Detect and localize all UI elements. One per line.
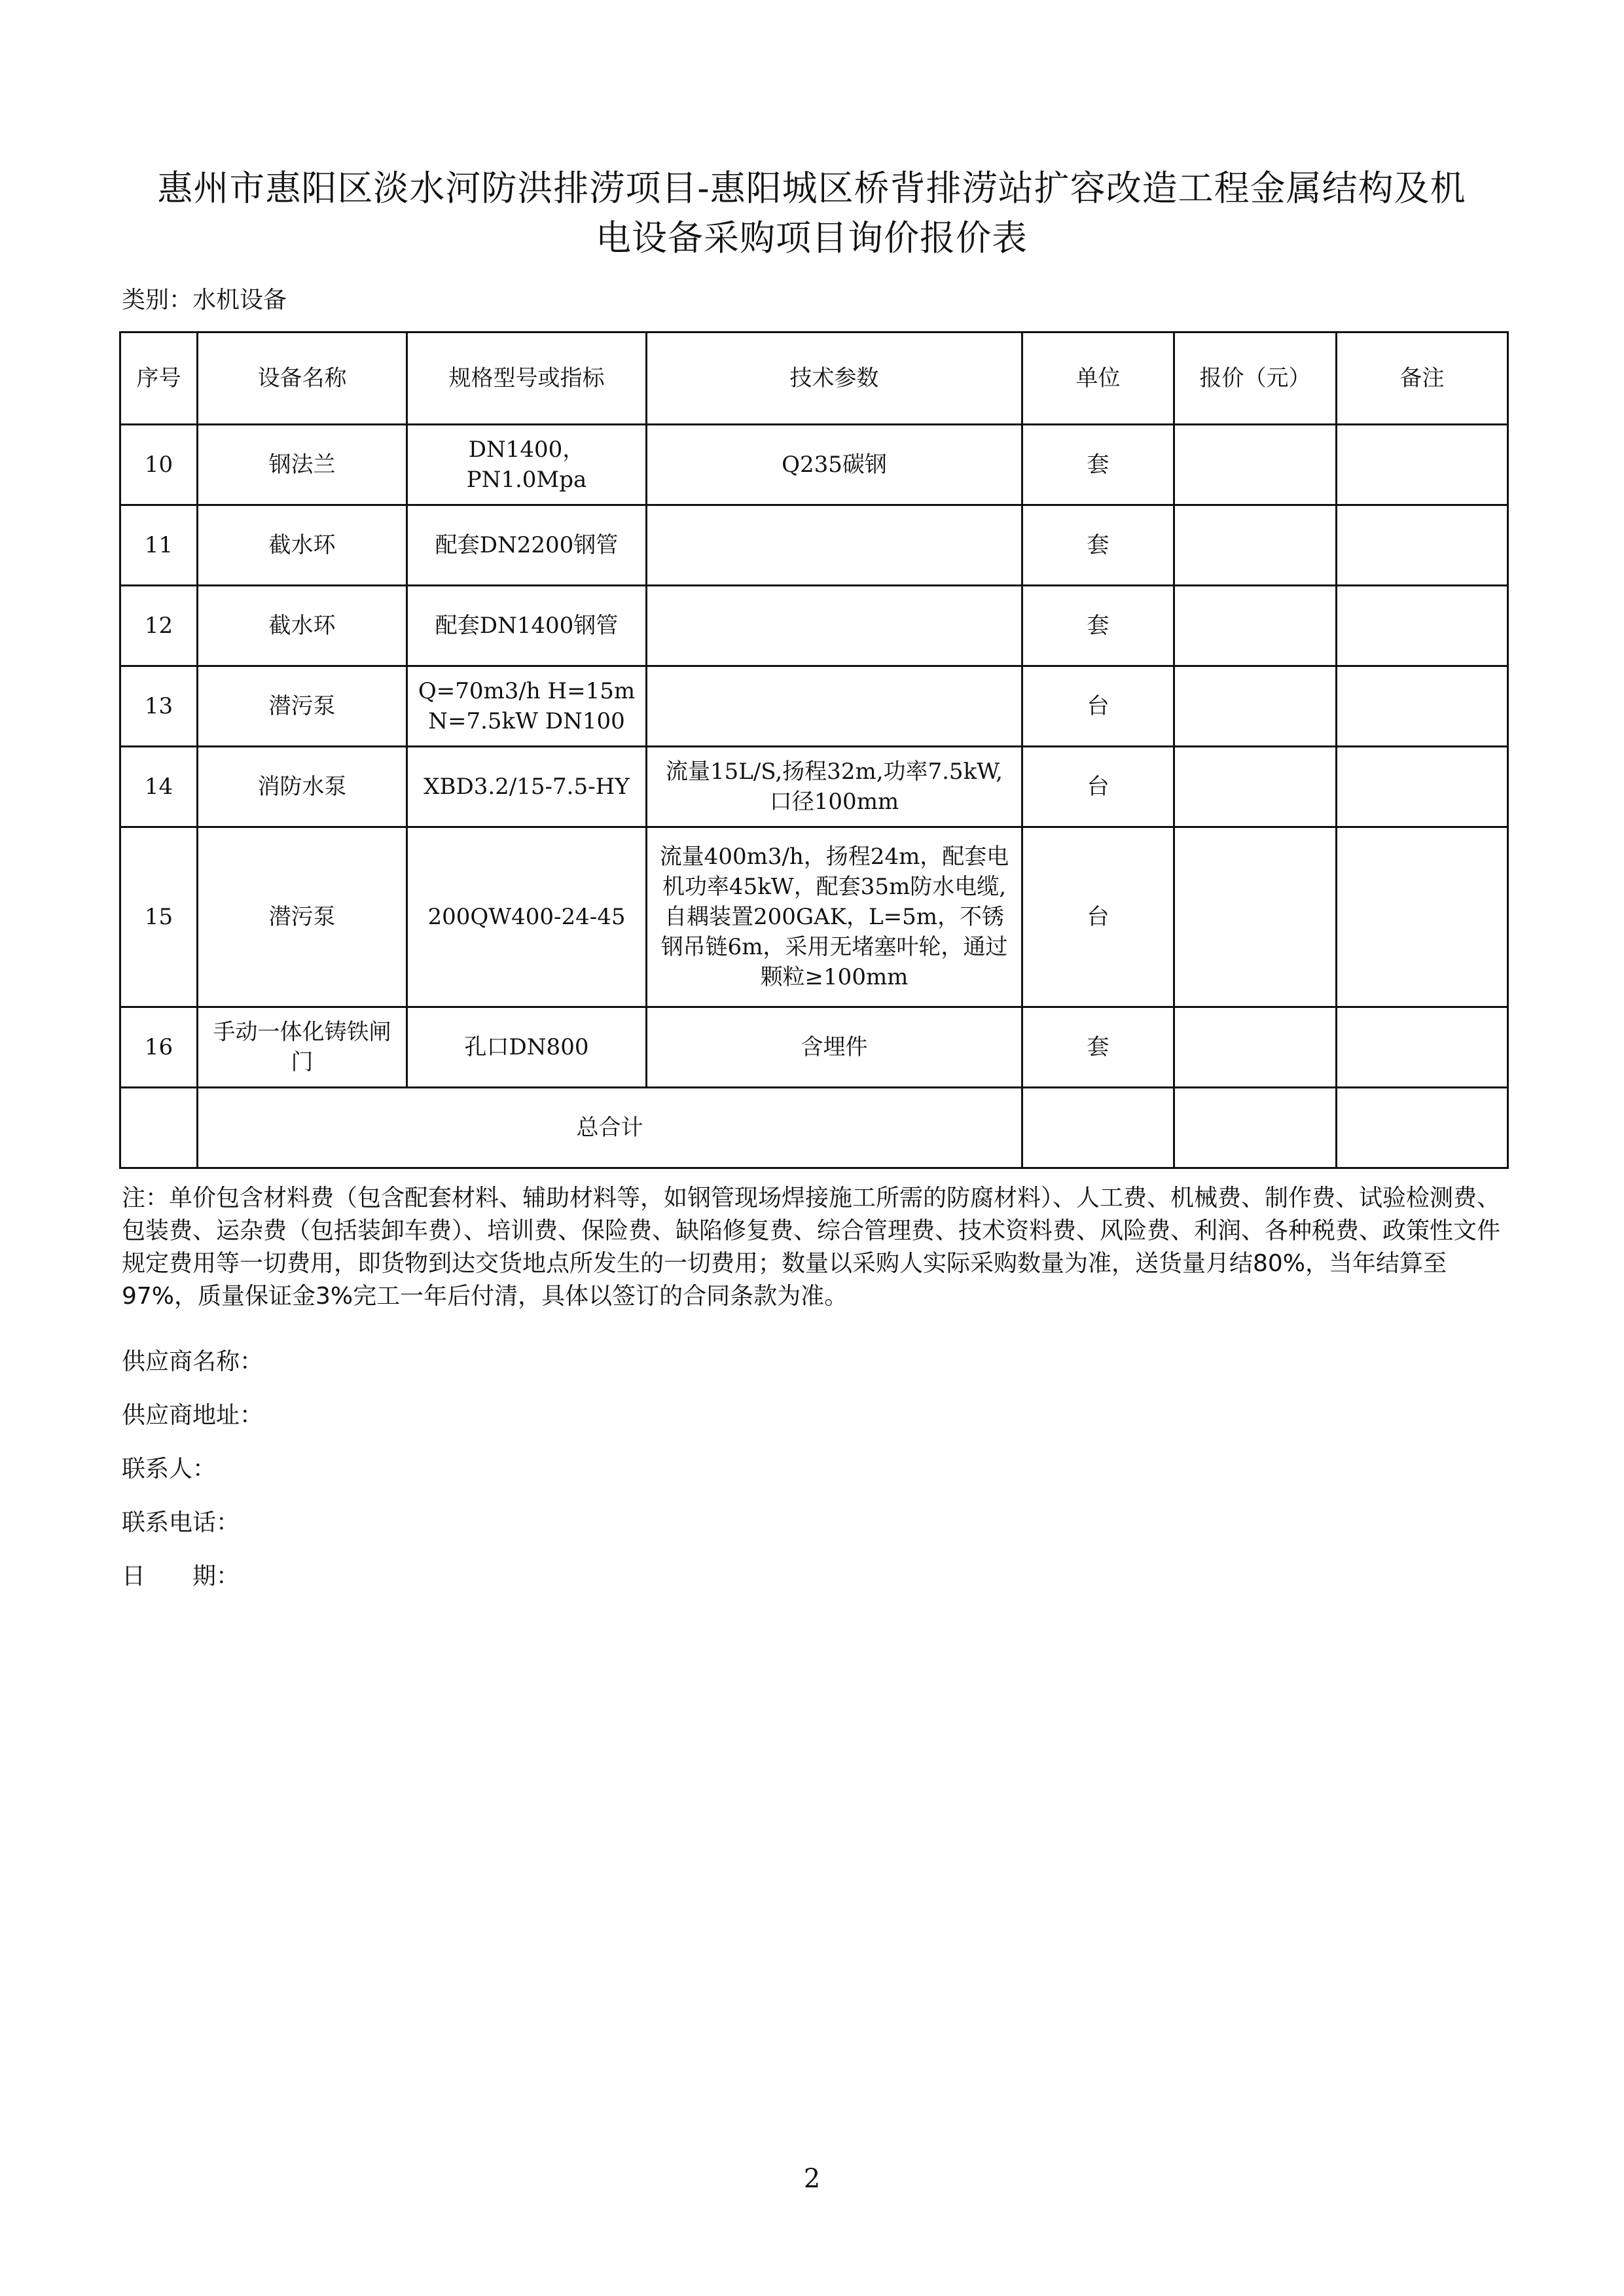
phone-field[interactable]: 联系电话： (122, 1509, 240, 1536)
category-label: 类别：水机设备 (122, 287, 287, 314)
cell-price[interactable] (1174, 827, 1337, 1007)
total-unit-cell (1022, 1088, 1174, 1168)
cell-spec: 配套DN1400钢管 (407, 586, 647, 666)
table-body (120, 425, 1508, 1168)
cell-price[interactable] (1174, 747, 1337, 827)
quote-table (119, 331, 1509, 1169)
header-name: 设备名称 (198, 332, 407, 425)
title-line-1: 惠州市惠阳区淡水河防洪排涝项目-惠阳城区桥背排涝站扩容改造工程金属结构及机 (157, 168, 1466, 209)
total-price-cell[interactable] (1174, 1088, 1337, 1168)
cell-unit: 台 (1022, 827, 1174, 1007)
cell-spec: 孔口DN800 (407, 1007, 647, 1088)
cell-name: 截水环 (198, 586, 407, 666)
cell-unit: 套 (1022, 1007, 1174, 1088)
table-header (120, 332, 1508, 425)
cell-name: 消防水泵 (198, 747, 407, 827)
table-row (120, 586, 1508, 666)
cell-price[interactable] (1174, 505, 1337, 586)
cell-unit: 套 (1022, 586, 1174, 666)
total-empty-cell (120, 1088, 198, 1168)
cell-params: 含埋件 (647, 1007, 1022, 1088)
cell-price[interactable] (1174, 1007, 1337, 1088)
cell-remark[interactable] (1337, 747, 1508, 827)
table-row (120, 1007, 1508, 1088)
total-row (120, 1088, 1508, 1168)
cell-spec: XBD3.2/15-7.5-HY (407, 747, 647, 827)
cell-remark[interactable] (1337, 1007, 1508, 1088)
cell-no: 13 (120, 666, 198, 747)
cell-no: 11 (120, 505, 198, 586)
cell-no: 12 (120, 586, 198, 666)
cell-unit: 台 (1022, 666, 1174, 747)
cell-params (647, 505, 1022, 586)
cell-name: 潜污泵 (198, 827, 407, 1007)
header-params: 技术参数 (647, 332, 1022, 425)
table-row (120, 425, 1508, 505)
cell-price[interactable] (1174, 666, 1337, 747)
cell-remark[interactable] (1337, 827, 1508, 1007)
cell-spec: 200QW400-24-45 (407, 827, 647, 1007)
cell-remark[interactable] (1337, 505, 1508, 586)
total-label: 总合计 (198, 1088, 1022, 1168)
cell-price[interactable] (1174, 425, 1337, 505)
date-field[interactable]: 日 期： (122, 1563, 240, 1590)
cell-no: 16 (120, 1007, 198, 1088)
page-number: 2 (803, 2164, 821, 2194)
cell-name: 钢法兰 (198, 425, 407, 505)
cell-params: 流量15L/S,扬程32m,功率7.5kW,口径100mm (647, 747, 1022, 827)
cell-name: 截水环 (198, 505, 407, 586)
contact-field[interactable]: 联系人： (122, 1456, 217, 1482)
cell-name: 手动一体化铸铁闸门 (198, 1007, 407, 1088)
header-no: 序号 (120, 332, 198, 425)
cell-spec: DN1400，PN1.0Mpa (407, 425, 647, 505)
cell-params (647, 586, 1022, 666)
supplier-name-field[interactable]: 供应商名称： (122, 1348, 264, 1375)
table-row (120, 666, 1508, 747)
cell-unit: 套 (1022, 505, 1174, 586)
supplier-fields (122, 1335, 263, 1604)
cell-spec: Q=70m3/h H=15m N=7.5kW DN100 (407, 666, 647, 747)
cell-unit: 套 (1022, 425, 1174, 505)
cell-no: 15 (120, 827, 198, 1007)
payment-note: 注：单价包含材料费（包含配套材料、辅助材料等，如钢管现场焊接施工所需的防腐材料）、人工费、机械费、制作费、试验检测费、包装费、运杂费（包括装卸车费）、培训费、保险费、缺陷修复费、综合管理费、技术资料费、风险费、利润、各种税费、政策性文件规定费用等一切费用，即货物到达交货地点所发生的一切费用；数量以采购人实际采购数量为准，送货量月结80%，当年结算至97%，质量保证金3%完工一年后付清，具体以签订的合同条款为准。 (122, 1185, 1501, 1310)
cell-name: 潜污泵 (198, 666, 407, 747)
cell-remark[interactable] (1337, 586, 1508, 666)
table-row (120, 505, 1508, 586)
cell-spec: 配套DN2200钢管 (407, 505, 647, 586)
header-spec: 规格型号或指标 (407, 332, 647, 425)
cell-params (647, 666, 1022, 747)
cell-no: 14 (120, 747, 198, 827)
header-unit: 单位 (1022, 332, 1174, 425)
cell-price[interactable] (1174, 586, 1337, 666)
cell-unit: 台 (1022, 747, 1174, 827)
cell-params: 流量400m3/h，扬程24m，配套电机功率45kW，配套35m防水电缆,自耦装置200GAK，L=5m，不锈钢吊链6m，采用无堵塞叶轮，通过颗粒≥100mm (647, 827, 1022, 1007)
total-remark-cell[interactable] (1337, 1088, 1508, 1168)
table-row (120, 827, 1508, 1007)
cell-remark[interactable] (1337, 425, 1508, 505)
header-price: 报价（元） (1174, 332, 1337, 425)
supplier-address-field[interactable]: 供应商地址： (122, 1402, 264, 1429)
cell-params: Q235碳钢 (647, 425, 1022, 505)
cell-no: 10 (120, 425, 198, 505)
header-remark: 备注 (1337, 332, 1508, 425)
table-row (120, 747, 1508, 827)
title-line-2: 电设备采购项目询价报价表 (596, 217, 1028, 259)
cell-remark[interactable] (1337, 666, 1508, 747)
document-title (105, 164, 1519, 263)
